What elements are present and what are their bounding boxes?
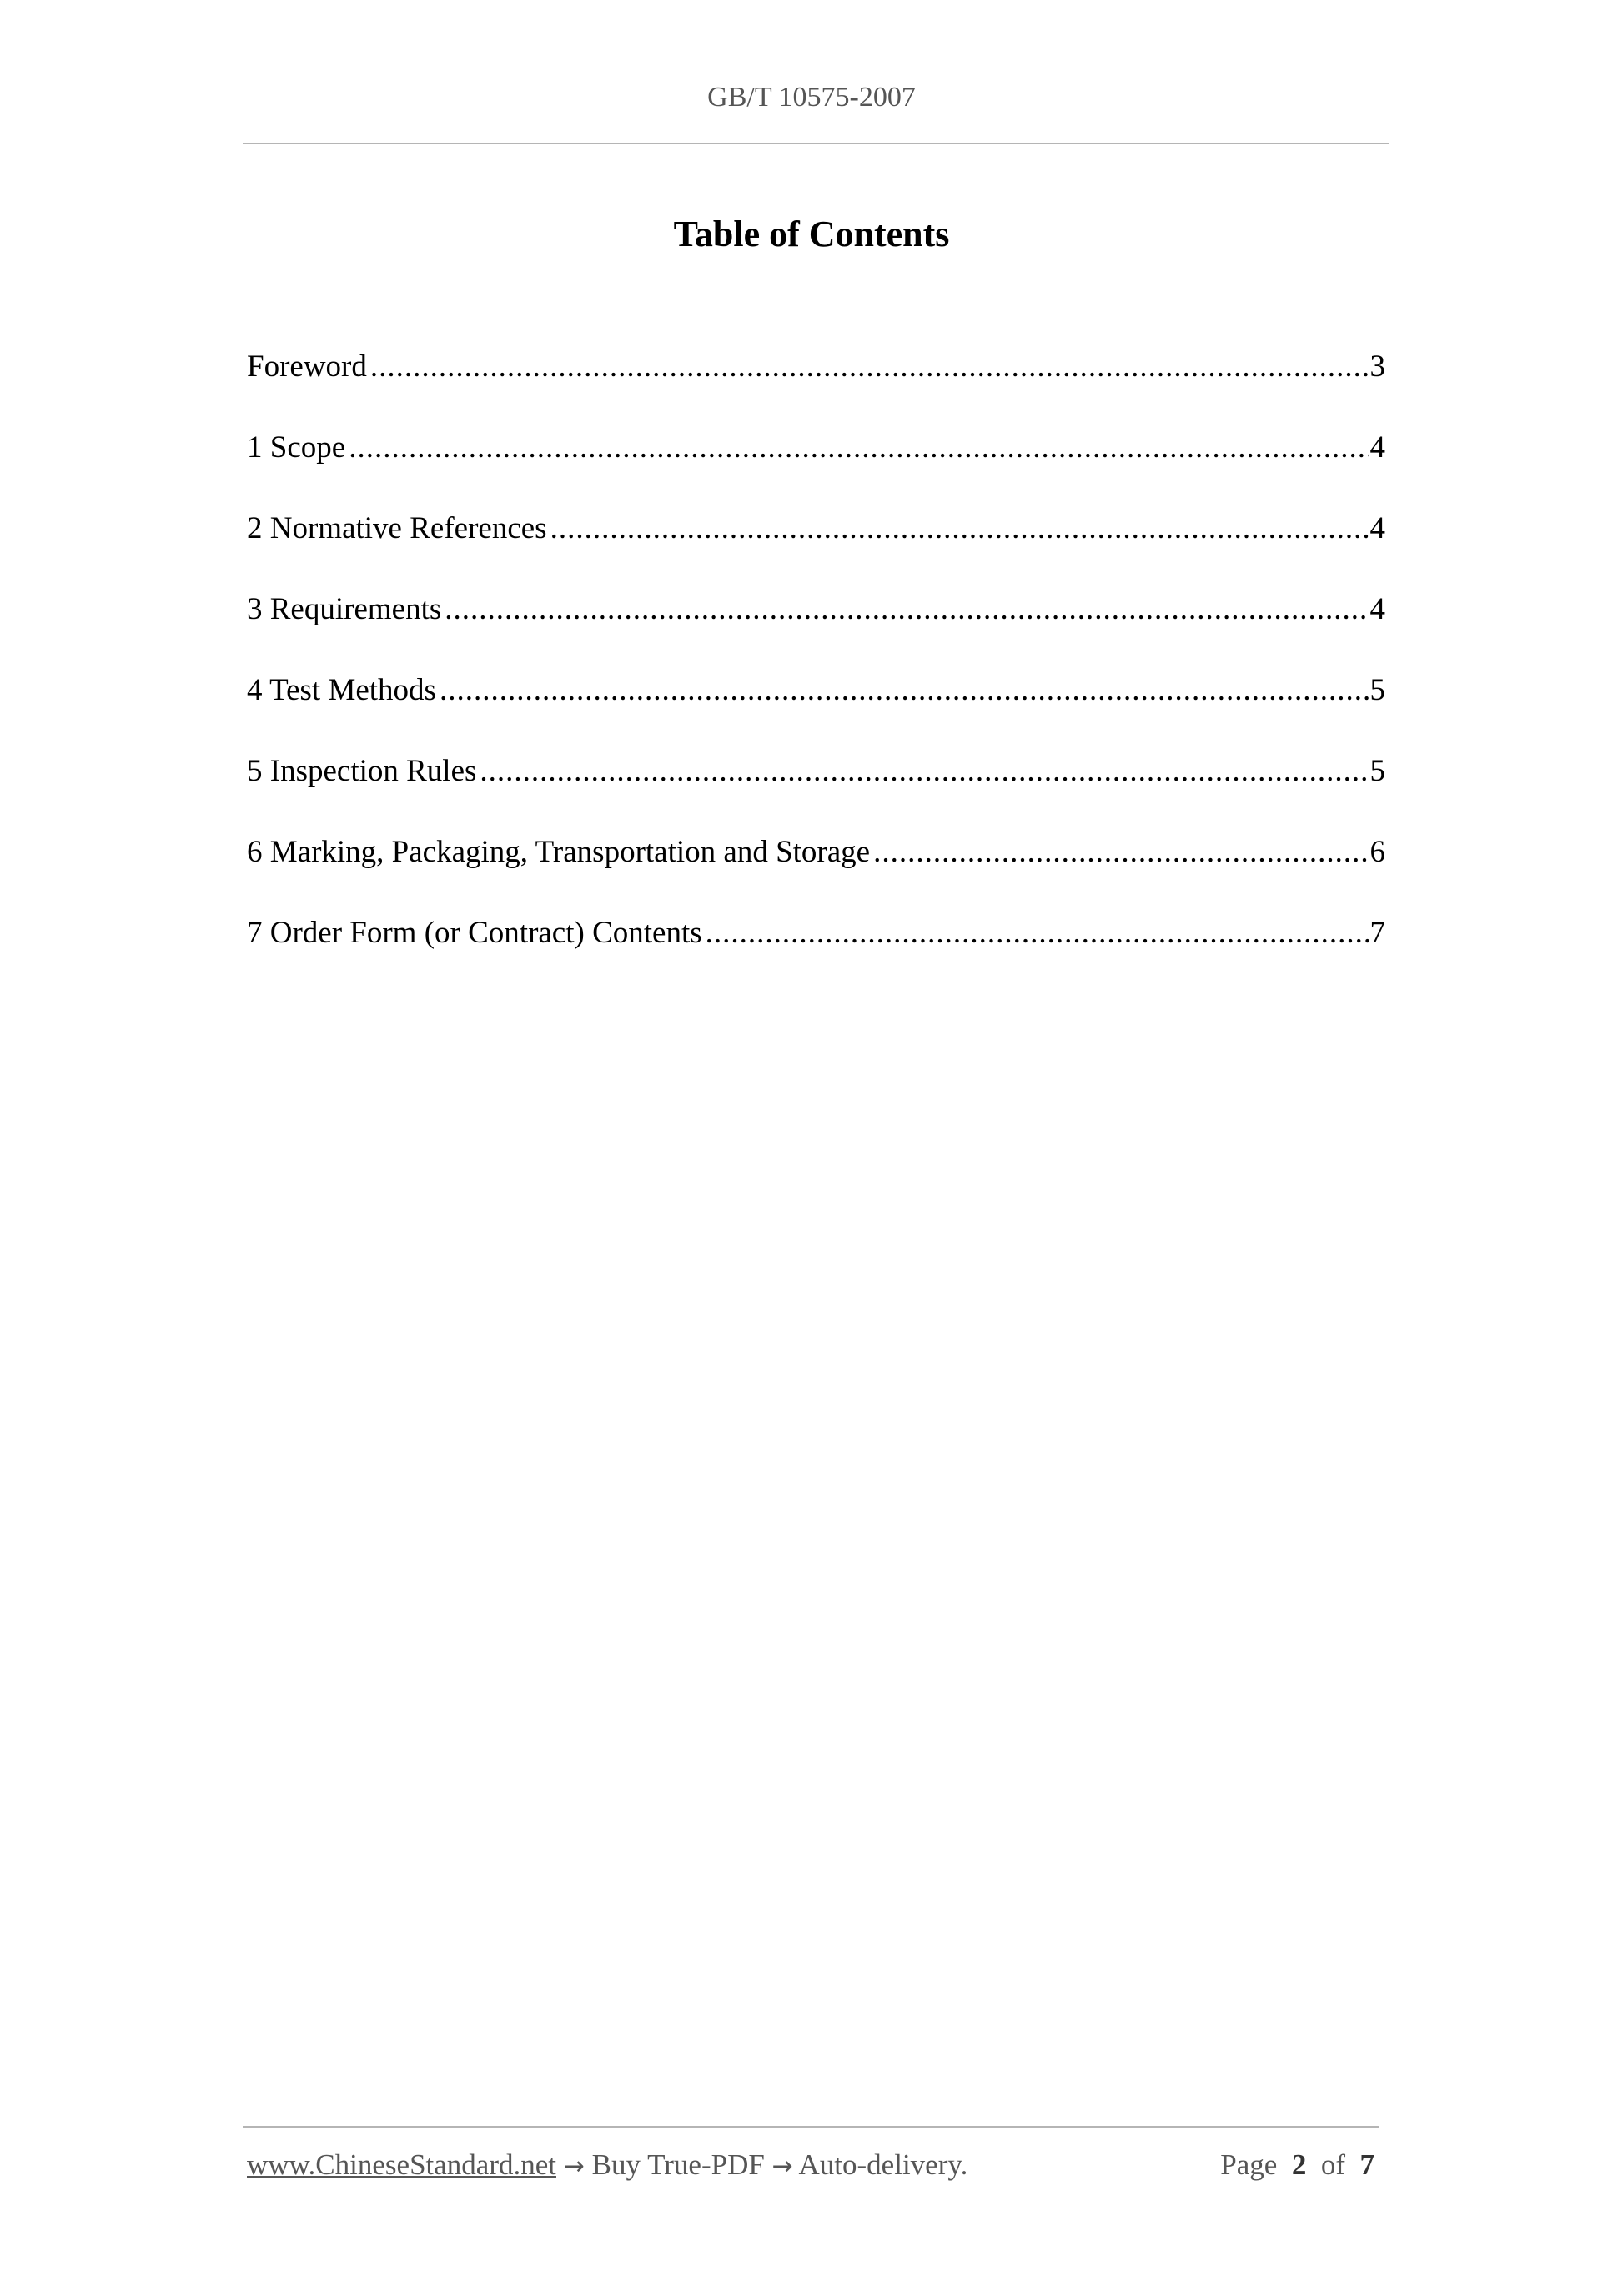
header-divider <box>243 143 1389 144</box>
page-footer <box>247 2148 1374 2182</box>
toc-entry-page: 5 <box>1369 754 1385 788</box>
total-page-count: 7 <box>1359 2148 1374 2181</box>
toc-entry-label: 7 Order Form (or Contract) Contents <box>247 916 702 950</box>
toc-entry-foreword[interactable] <box>247 349 1385 430</box>
arrow-right-icon: → <box>771 2152 793 2181</box>
toc-dot-leader <box>440 672 1369 708</box>
toc-entry-page: 3 <box>1369 349 1385 384</box>
footer-promo <box>247 2148 967 2182</box>
toc-entry-page: 5 <box>1369 673 1385 707</box>
buy-pdf-text: Buy True-PDF <box>591 2148 765 2181</box>
toc-entry-label: Foreword <box>247 349 367 384</box>
toc-dot-leader <box>349 430 1368 465</box>
toc-entry-page: 4 <box>1369 430 1385 465</box>
toc-entry-order-form[interactable] <box>247 915 1385 996</box>
toc-title: Table of Contents <box>673 214 950 254</box>
document-code-header: GB/T 10575-2007 <box>707 82 916 113</box>
page-number <box>1220 2148 1374 2182</box>
of-word: of <box>1320 2148 1345 2181</box>
toc-dot-leader <box>480 753 1368 789</box>
table-of-contents <box>247 349 1385 996</box>
toc-entry-page: 6 <box>1369 835 1385 869</box>
toc-entry-label: 2 Normative References <box>247 511 547 545</box>
toc-entry-test-methods[interactable] <box>247 672 1385 753</box>
website-link[interactable]: www.ChineseStandard.net <box>247 2148 556 2181</box>
toc-entry-requirements[interactable] <box>247 591 1385 672</box>
toc-entry-label: 6 Marking, Packaging, Transportation and Storage <box>247 835 871 869</box>
toc-entry-inspection-rules[interactable] <box>247 753 1385 834</box>
toc-entry-label: 5 Inspection Rules <box>247 754 477 788</box>
toc-dot-leader <box>550 510 1369 546</box>
toc-entry-marking-packaging[interactable] <box>247 834 1385 915</box>
toc-entry-label: 3 Requirements <box>247 592 442 626</box>
toc-entry-page: 4 <box>1369 511 1385 545</box>
toc-entry-page: 7 <box>1369 916 1385 950</box>
toc-entry-page: 4 <box>1369 592 1385 626</box>
toc-entry-normative-references[interactable] <box>247 510 1385 591</box>
page-word: Page <box>1220 2148 1278 2181</box>
toc-entry-label: 4 Test Methods <box>247 673 436 707</box>
toc-dot-leader <box>445 591 1368 627</box>
toc-dot-leader <box>706 915 1369 951</box>
auto-delivery-text: Auto-delivery. <box>798 2148 968 2181</box>
footer-divider <box>243 2126 1379 2128</box>
toc-dot-leader <box>873 834 1368 870</box>
toc-entry-scope[interactable] <box>247 430 1385 510</box>
current-page-number: 2 <box>1291 2148 1307 2181</box>
toc-dot-leader <box>370 349 1369 384</box>
toc-entry-label: 1 Scope <box>247 430 346 465</box>
arrow-right-icon: → <box>563 2152 585 2181</box>
